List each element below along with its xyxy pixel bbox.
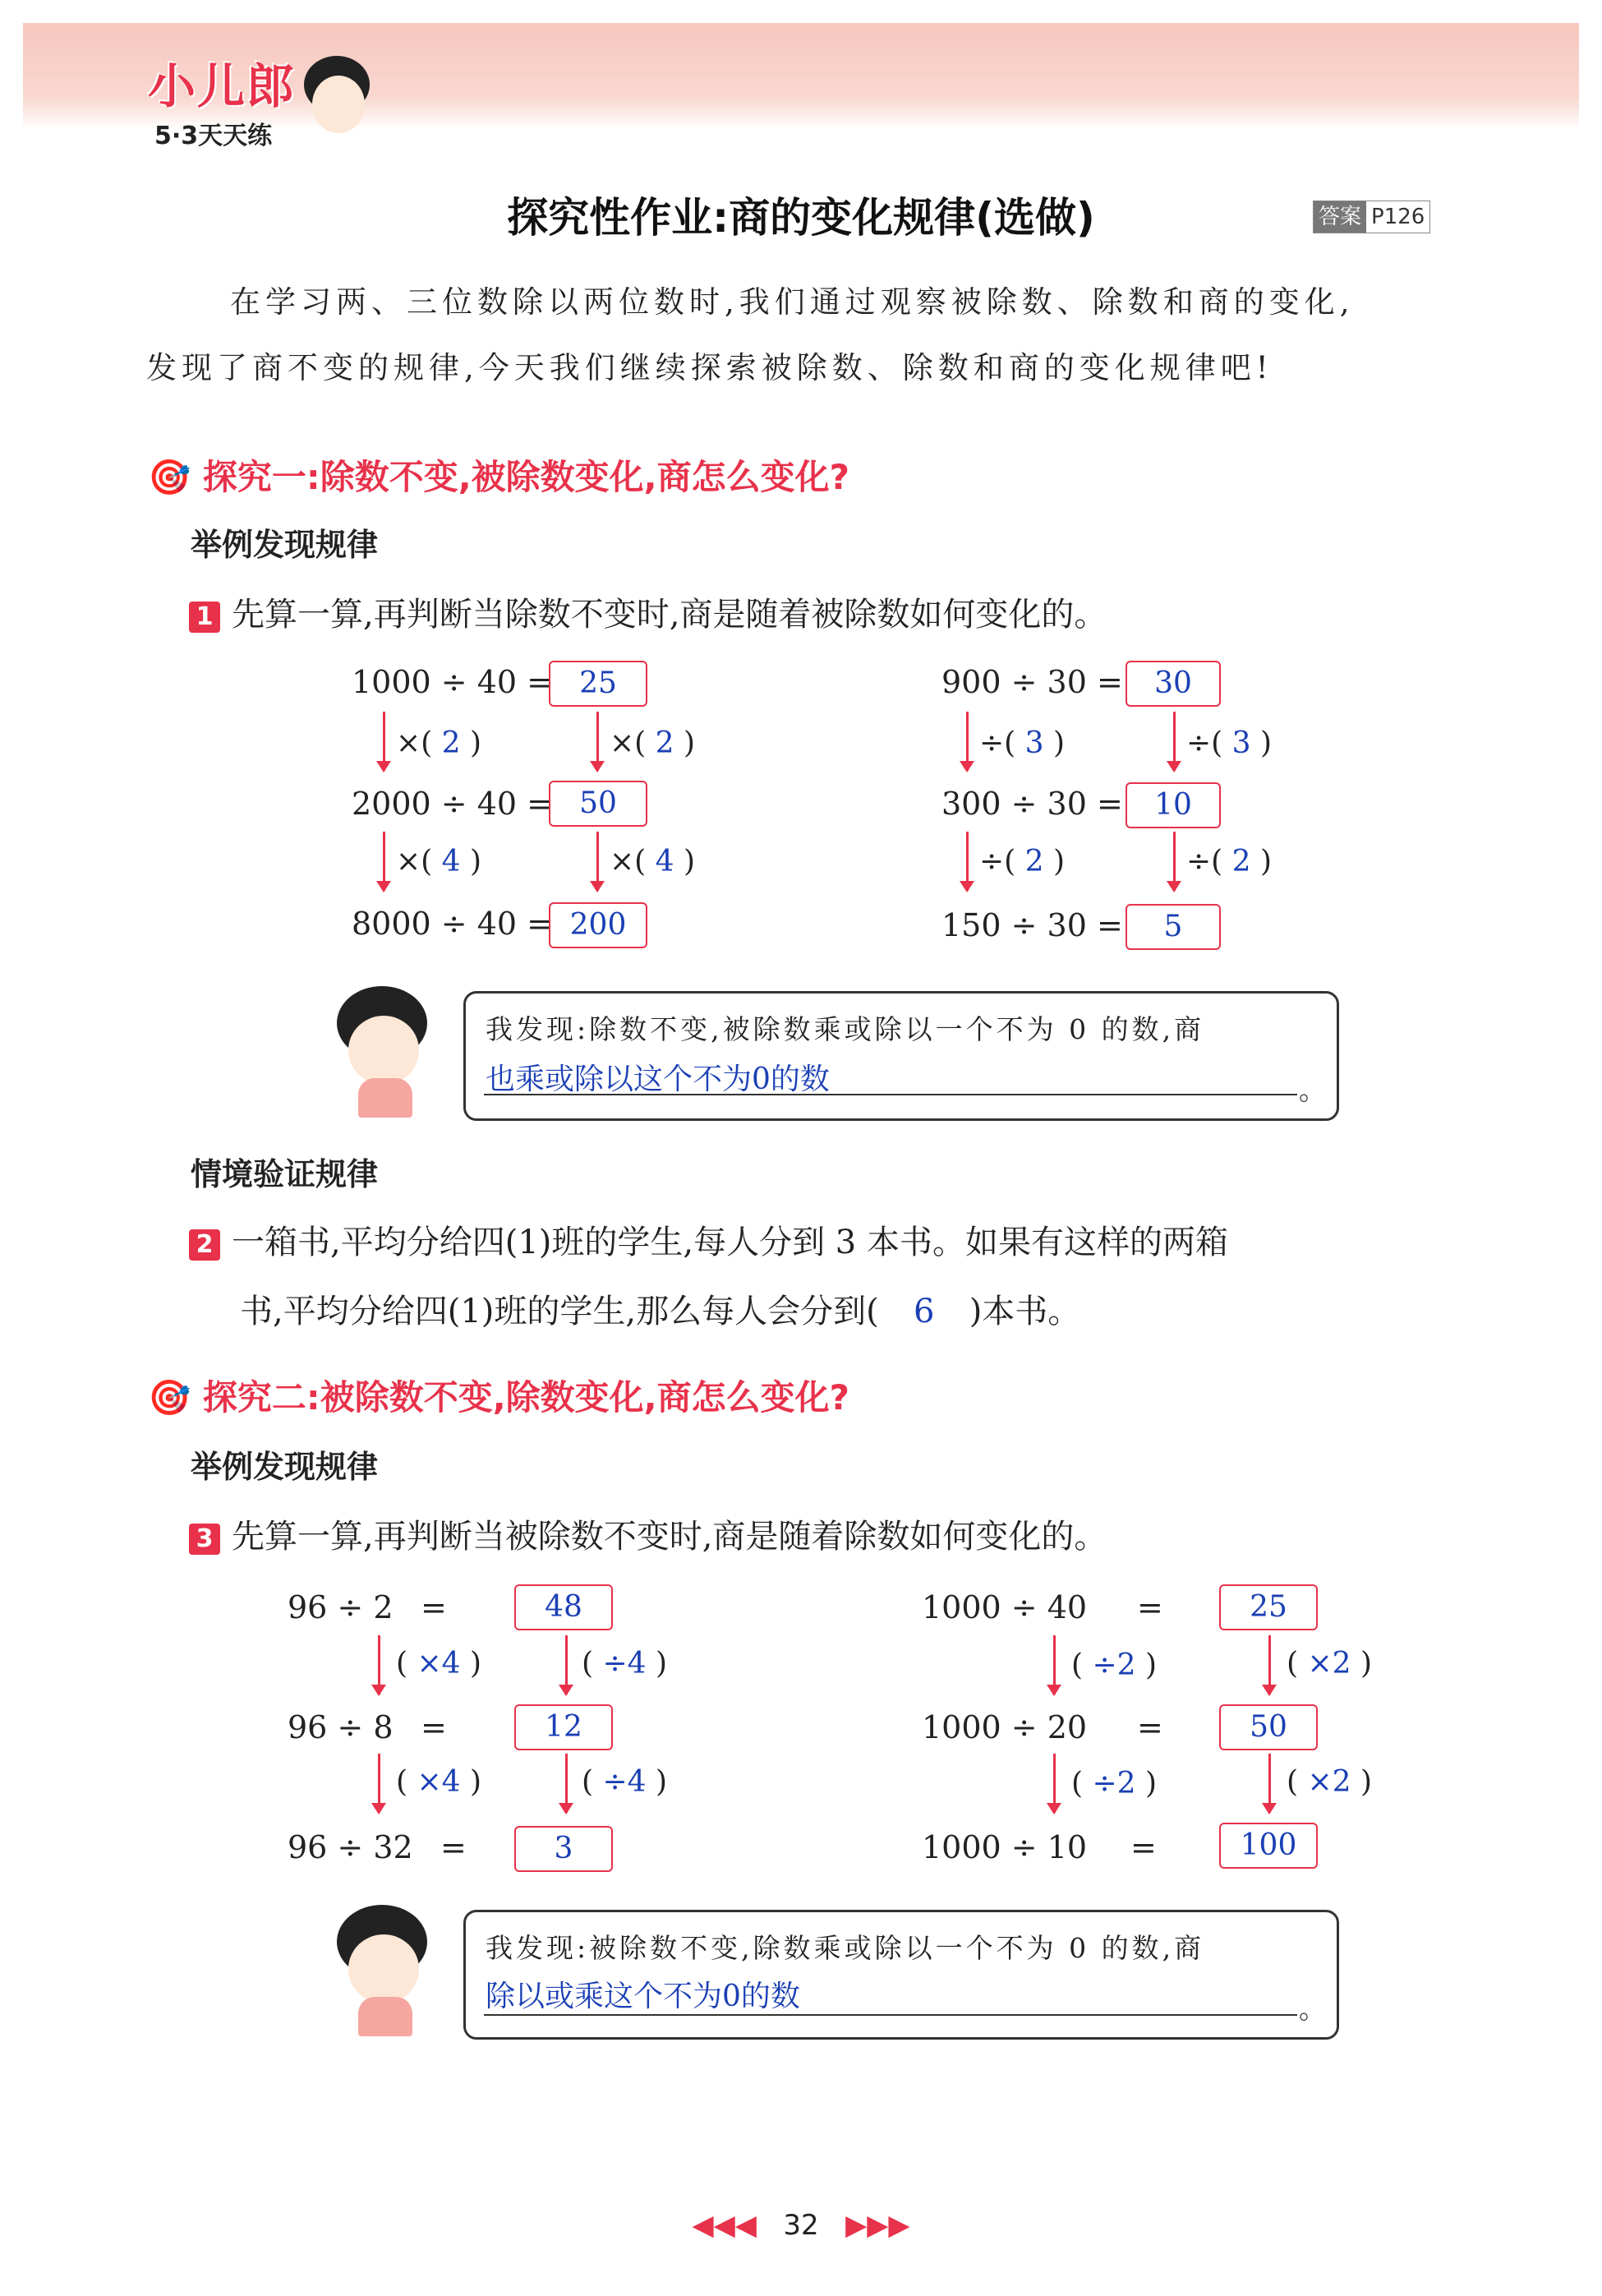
arrow-down-icon [383, 712, 385, 771]
question-1 [189, 588, 1107, 635]
question-2-answer: 6 [913, 1293, 935, 1330]
q1-right-eq-3: 150 ÷ 30 = [941, 907, 1123, 943]
question-2-line-1: 一箱书,平均分给四(1)班的学生,每人分到 3 本书。如果有这样的两箱 [232, 1224, 1228, 1261]
arrow-down-icon [1053, 1635, 1056, 1694]
page-footer [0, 2209, 1602, 2242]
target-icon: 🎯 [148, 1377, 191, 1418]
finding-2-bubble: 我发现:被除数不变,除数乘或除以一个不为 0 的数,商 除以或乘这个不为0的数 。 [463, 1910, 1339, 2040]
q1-left-answer-1: 25 [549, 661, 647, 707]
question-number-2: 2 [189, 1229, 220, 1261]
arrow-down-icon [596, 712, 599, 771]
q3-right-answer-2: 50 [1219, 1704, 1318, 1750]
finding-2-answer: 除以或乘这个不为0的数 [486, 1980, 800, 2013]
q3-left-answer-3: 3 [514, 1826, 613, 1872]
logo-subtitle: 5·3天天练 [154, 122, 273, 150]
question-3-text: 先算一算,再判断当被除数不变时,商是随着除数如何变化的。 [232, 1518, 1107, 1556]
q3-left-op-1: ×4 [417, 1647, 461, 1681]
q1-right-op-2: 4 [655, 845, 674, 878]
finding-1-answer: 也乘或除以这个不为0的数 [486, 1063, 830, 1096]
finding-1-prompt: 我发现:除数不变,被除数乘或除以一个不为 0 的数,商 [486, 1013, 1205, 1045]
q3-left-eq-1: 96 ÷ 2 [288, 1589, 394, 1625]
q3-right-op-3: ÷2 [1092, 1767, 1136, 1800]
q3-right-eq-2: 1000 ÷ 20 [922, 1709, 1088, 1745]
arrow-down-icon [565, 1754, 568, 1813]
q1-left-op-1: 2 [441, 726, 461, 760]
q1-right-eq-1: 900 ÷ 30 = [941, 664, 1123, 700]
q1-right-group-op-4: 2 [1231, 845, 1251, 878]
q1-right-answer-2: 10 [1126, 782, 1221, 828]
q3-right-op-4: ×2 [1307, 1765, 1351, 1799]
q1-right-answer-3: 5 [1126, 904, 1221, 950]
q1-left-eq-1: 1000 ÷ 40 = [352, 664, 553, 700]
question-2-line-2: 书,平均分给四(1)班的学生,那么每人会分到( 6 )本书。 [240, 1293, 1081, 1330]
q1-right-group-op-1: 3 [1024, 726, 1044, 760]
q1-left-eq-3: 8000 ÷ 40 = [352, 906, 553, 942]
arrow-down-icon [1053, 1754, 1056, 1813]
q3-right-eq-3: 1000 ÷ 10 [922, 1829, 1088, 1865]
arrow-down-icon [565, 1635, 568, 1694]
answer-label: 答案 [1314, 201, 1366, 233]
target-icon: 🎯 [148, 457, 191, 497]
q3-right-answer-3: 100 [1219, 1823, 1318, 1869]
section1-verify-heading: 情境验证规律 [191, 1156, 379, 1192]
section2-heading: 🎯 探究二:被除数不变,除数变化,商怎么变化? [148, 1377, 849, 1418]
q1-right-group-op-3: 2 [1024, 845, 1044, 878]
q3-left-answer-1: 48 [514, 1584, 613, 1630]
arrow-down-icon [1268, 1754, 1271, 1813]
question-1-text: 先算一算,再判断当除数不变时,商是随着被除数如何变化的。 [232, 596, 1107, 634]
arrow-down-icon [1173, 832, 1176, 891]
q1-left-answer-3: 200 [549, 902, 647, 948]
question-3 [189, 1510, 1107, 1557]
intro-paragraph [148, 270, 1462, 401]
right-arrows-icon: ▶▶▶ [845, 2209, 910, 2242]
q3-left-eq-3: 96 ÷ 32 [288, 1829, 413, 1865]
q1-left-eq-2: 2000 ÷ 40 = [352, 786, 553, 822]
q3-left-op-3: ×4 [417, 1765, 461, 1799]
page-number: 32 [783, 2209, 819, 2242]
page-title: 探究性作业:商的变化规律(选做) [507, 194, 1095, 242]
q1-right-eq-2: 300 ÷ 30 = [941, 786, 1123, 822]
finding-2-prompt: 我发现:被除数不变,除数乘或除以一个不为 0 的数,商 [486, 1932, 1205, 1964]
q3-left-op-2: ÷4 [602, 1647, 647, 1681]
q1-right-answer-1: 30 [1126, 661, 1221, 707]
q1-right-op-1: 2 [655, 726, 674, 760]
q3-right-eq-1: 1000 ÷ 40 [922, 1589, 1088, 1625]
q3-left-op-4: ÷4 [602, 1765, 647, 1799]
question-number-3: 3 [189, 1524, 220, 1555]
arrow-down-icon [966, 832, 969, 891]
arrow-down-icon [1173, 712, 1176, 771]
section1-subheading: 举例发现规律 [191, 527, 379, 563]
question-2 [189, 1216, 1228, 1263]
intro-line-1: 在学习两、三位数除以两位数时,我们通过观察被除数、除数和商的变化, [230, 284, 1355, 320]
q3-left-eq-2: 96 ÷ 8 [288, 1709, 394, 1745]
section2-subheading: 举例发现规律 [191, 1449, 379, 1485]
answer-page-badge [1313, 201, 1430, 233]
arrow-down-icon [1268, 1635, 1271, 1694]
intro-line-2: 发现了商不变的规律,今天我们继续探索被除数、除数和商的变化规律吧! [146, 350, 1273, 385]
arrow-down-icon [378, 1754, 380, 1813]
arrow-down-icon [378, 1635, 380, 1694]
logo-title: 小儿郎 [148, 58, 297, 114]
question-number-1: 1 [189, 602, 220, 633]
q3-right-answer-1: 25 [1219, 1584, 1318, 1630]
q3-right-op-1: ÷2 [1092, 1648, 1136, 1682]
q3-right-op-2: ×2 [1307, 1647, 1351, 1681]
q1-right-group-op-2: 3 [1231, 726, 1251, 760]
arrow-down-icon [596, 832, 599, 891]
q1-left-op-2: 4 [441, 845, 461, 878]
q3-left-answer-2: 12 [514, 1704, 613, 1750]
section1-heading: 🎯 探究一:除数不变,被除数变化,商怎么变化? [148, 457, 849, 497]
arrow-down-icon [966, 712, 969, 771]
arrow-down-icon [383, 832, 385, 891]
answer-page: P126 [1371, 205, 1425, 229]
finding-1-bubble: 我发现:除数不变,被除数乘或除以一个不为 0 的数,商 也乘或除以这个不为0的数 。 [463, 991, 1339, 1121]
left-arrows-icon: ◀◀◀ [692, 2209, 757, 2242]
q1-left-answer-2: 50 [549, 781, 647, 827]
